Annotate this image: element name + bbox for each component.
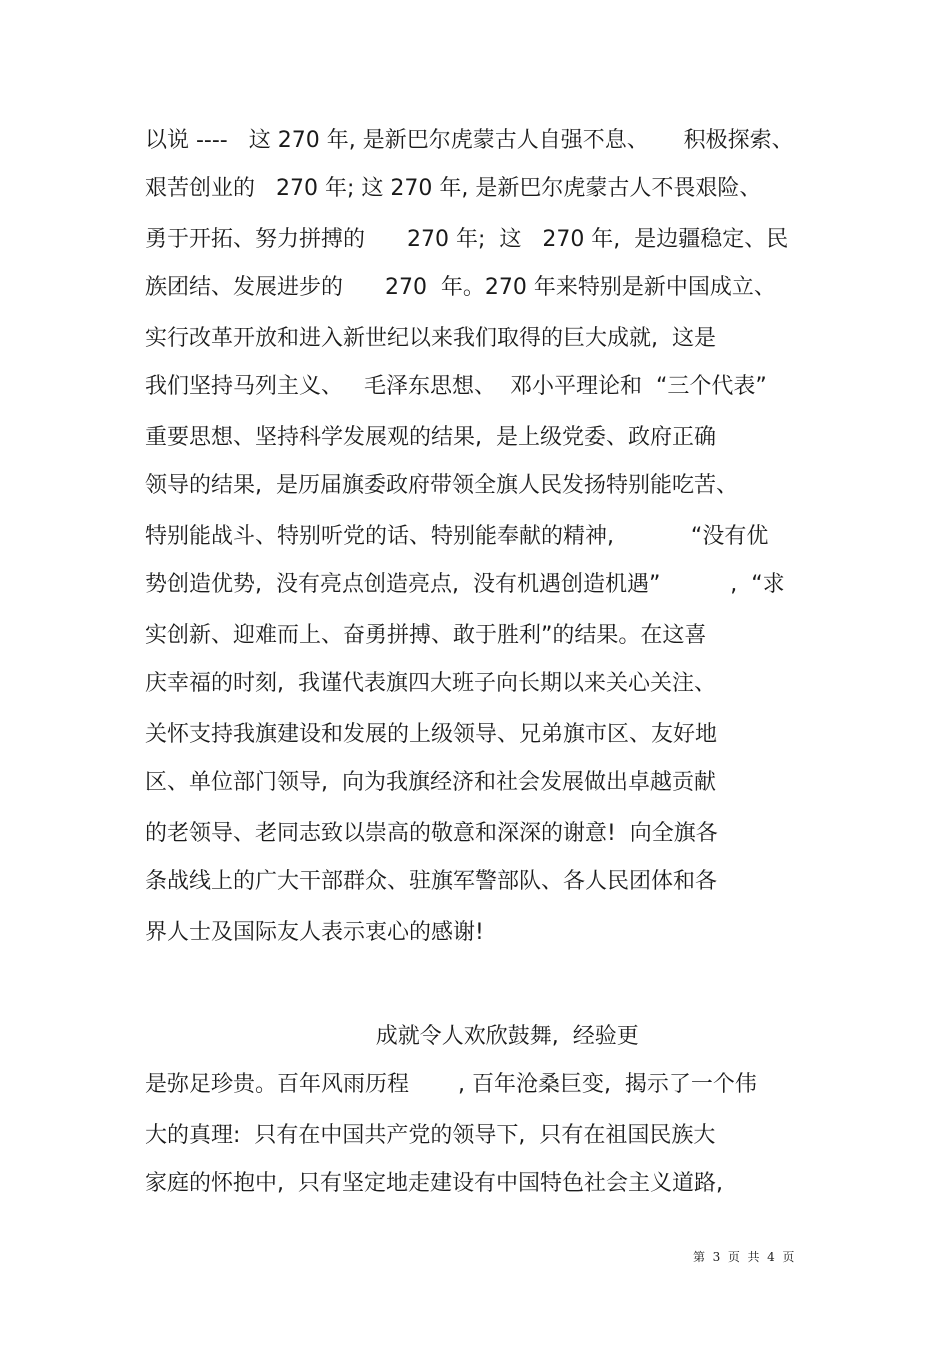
text-line: 区、单位部门领导, 向为我旗经济和社会发展做出卓越贡献	[145, 770, 716, 795]
text-line: 条战线上的广大干部群众、驻旗军警部队、各人民团体和各	[145, 869, 718, 894]
page-number-footer: 第 3 页 共 4 页	[693, 1250, 795, 1264]
text-line: 势创造优势, 没有亮点创造亮点, 没有机遇创造机遇” , “求	[145, 572, 785, 597]
text-line: 实行改革开放和进入新世纪以来我们取得的巨大成就, 这是	[145, 326, 716, 351]
text-line: 重要思想、坚持科学发展观的结果, 是上级党委、政府正确	[145, 425, 716, 450]
text-line: 领导的结果, 是历届旗委政府带领全旗人民发扬特别能吃苦、	[145, 473, 738, 498]
text-line: 界人士及国际友人表示衷心的感谢!	[145, 920, 484, 945]
text-line: 大的真理: 只有在中国共产党的领导下, 只有在祖国民族大	[145, 1123, 716, 1148]
text-line: 的老领导、老同志致以崇高的敬意和深深的谢意! 向全旗各	[145, 821, 718, 846]
text-line: 是弥足珍贵。百年风雨历程 , 百年沧桑巨变, 揭示了一个伟	[145, 1072, 757, 1097]
text-line: 特别能战斗、特别听党的话、特别能奉献的精神, “没有优	[145, 524, 769, 549]
text-line: 关怀支持我旗建设和发展的上级领导、兄弟旗市区、友好地	[145, 722, 718, 747]
text-line: 我们坚持马列主义、 毛泽东思想、 邓小平理论和 “三个代表”	[145, 374, 767, 399]
text-line: 成就令人欢欣鼓舞, 经验更	[145, 1024, 639, 1049]
text-line: 以说 ---- 这 270 年, 是新巴尔虎蒙古人自强不息、 积极探索、	[145, 128, 794, 153]
text-line: 实创新、迎难而上、奋勇拼搏、敢于胜利”的结果。在这喜	[145, 623, 707, 648]
text-line: 家庭的怀抱中, 只有坚定地走建设有中国特色社会主义道路,	[145, 1171, 723, 1196]
text-line: 庆幸福的时刻, 我谨代表旗四大班子向长期以来关心关注、	[145, 671, 716, 696]
text-line: 勇于开拓、努力拼搏的 270 年; 这 270 年, 是边疆稳定、民	[145, 227, 789, 252]
text-line: 艰苦创业的 270 年; 这 270 年, 是新巴尔虎蒙古人不畏艰险、	[145, 176, 762, 201]
text-line: 族团结、发展进步的 270 年。270 年来特别是新中国成立、	[145, 275, 776, 300]
